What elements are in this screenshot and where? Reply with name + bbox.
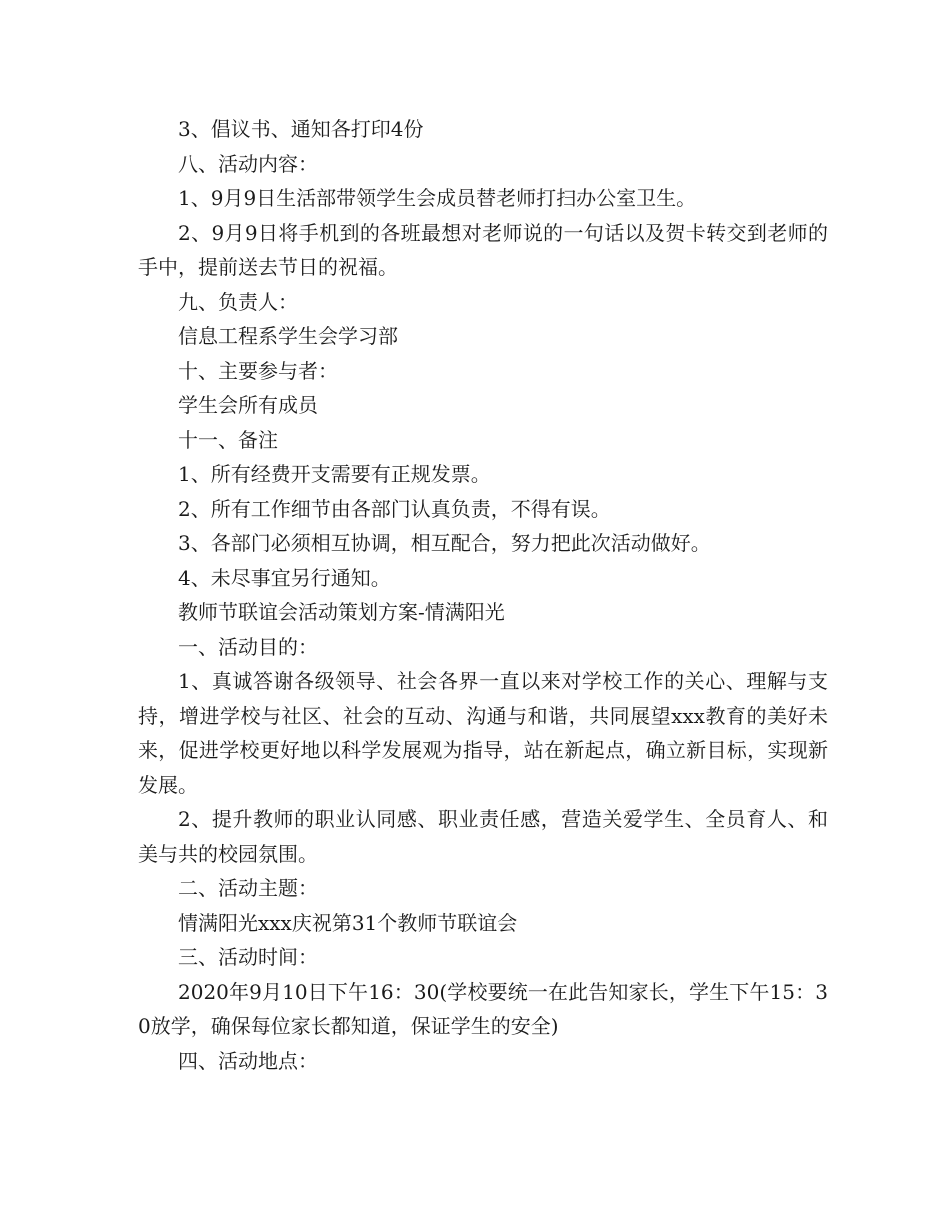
paragraph-purpose-1: 1、真诚答谢各级领导、社会各界一直以来对学校工作的关心、理解与支持，增进学校与社区、社会的互动、沟通与和谐，共同展望xxx教育的美好未来，促进学校更好地以科学发展观为指导，站在新起点，确立新目标，实现新发展。 [138, 669, 828, 797]
paragraph-person-in-charge: 信息工程系学生会学习部 [178, 324, 398, 348]
paragraph-note-4: 4、未尽事宜另行通知。 [178, 565, 391, 590]
paragraph-theme: 情满阳光xxx庆祝第31个教师节联谊会 [178, 910, 518, 935]
document-body [138, 112, 828, 1078]
paragraph-note-1: 1、所有经费开支需要有正规发票。 [178, 462, 491, 486]
heading-purpose: 一、活动目的： [178, 634, 318, 659]
heading-theme: 二、活动主题： [178, 876, 318, 900]
paragraph-purpose-2: 2、提升教师的职业认同感、职业责任感，营造关爱学生、全员育人、和美与共的校园氛围。 [138, 807, 828, 866]
heading-person-in-charge: 九、负责人： [178, 289, 298, 314]
heading-time: 三、活动时间： [178, 945, 318, 969]
heading-location: 四、活动地点： [178, 1048, 318, 1073]
paragraph-note-3: 3、各部门必须相互协调，相互配合，努力把此次活动做好。 [178, 531, 711, 555]
paragraph-print-copies: 3、倡议书、通知各打印4份 [178, 117, 424, 141]
paragraph-participants: 学生会所有成员 [178, 393, 318, 417]
heading-notes: 十一、备注 [178, 427, 278, 452]
paragraph-content-2: 2、9月9日将手机到的各班最想对老师说的一句话以及贺卡转交到老师的手中，提前送去节日的祝福。 [138, 220, 828, 279]
paragraph-content-1: 1、9月9日生活部带领学生会成员替老师打扫办公室卫生。 [178, 186, 697, 210]
paragraph-time: 2020年9月10日下午16：30(学校要统一在此告知家长，学生下午15：30放学，确保每位家长都知道，保证学生的安全) [138, 979, 828, 1038]
paragraph-note-2: 2、所有工作细节由各部门认真负责，不得有误。 [178, 496, 611, 521]
heading-participants: 十、主要参与者： [178, 358, 338, 383]
section-title-plan: 教师节联谊会活动策划方案-情满阳光 [178, 600, 505, 624]
heading-activity-content: 八、活动内容： [178, 151, 318, 176]
